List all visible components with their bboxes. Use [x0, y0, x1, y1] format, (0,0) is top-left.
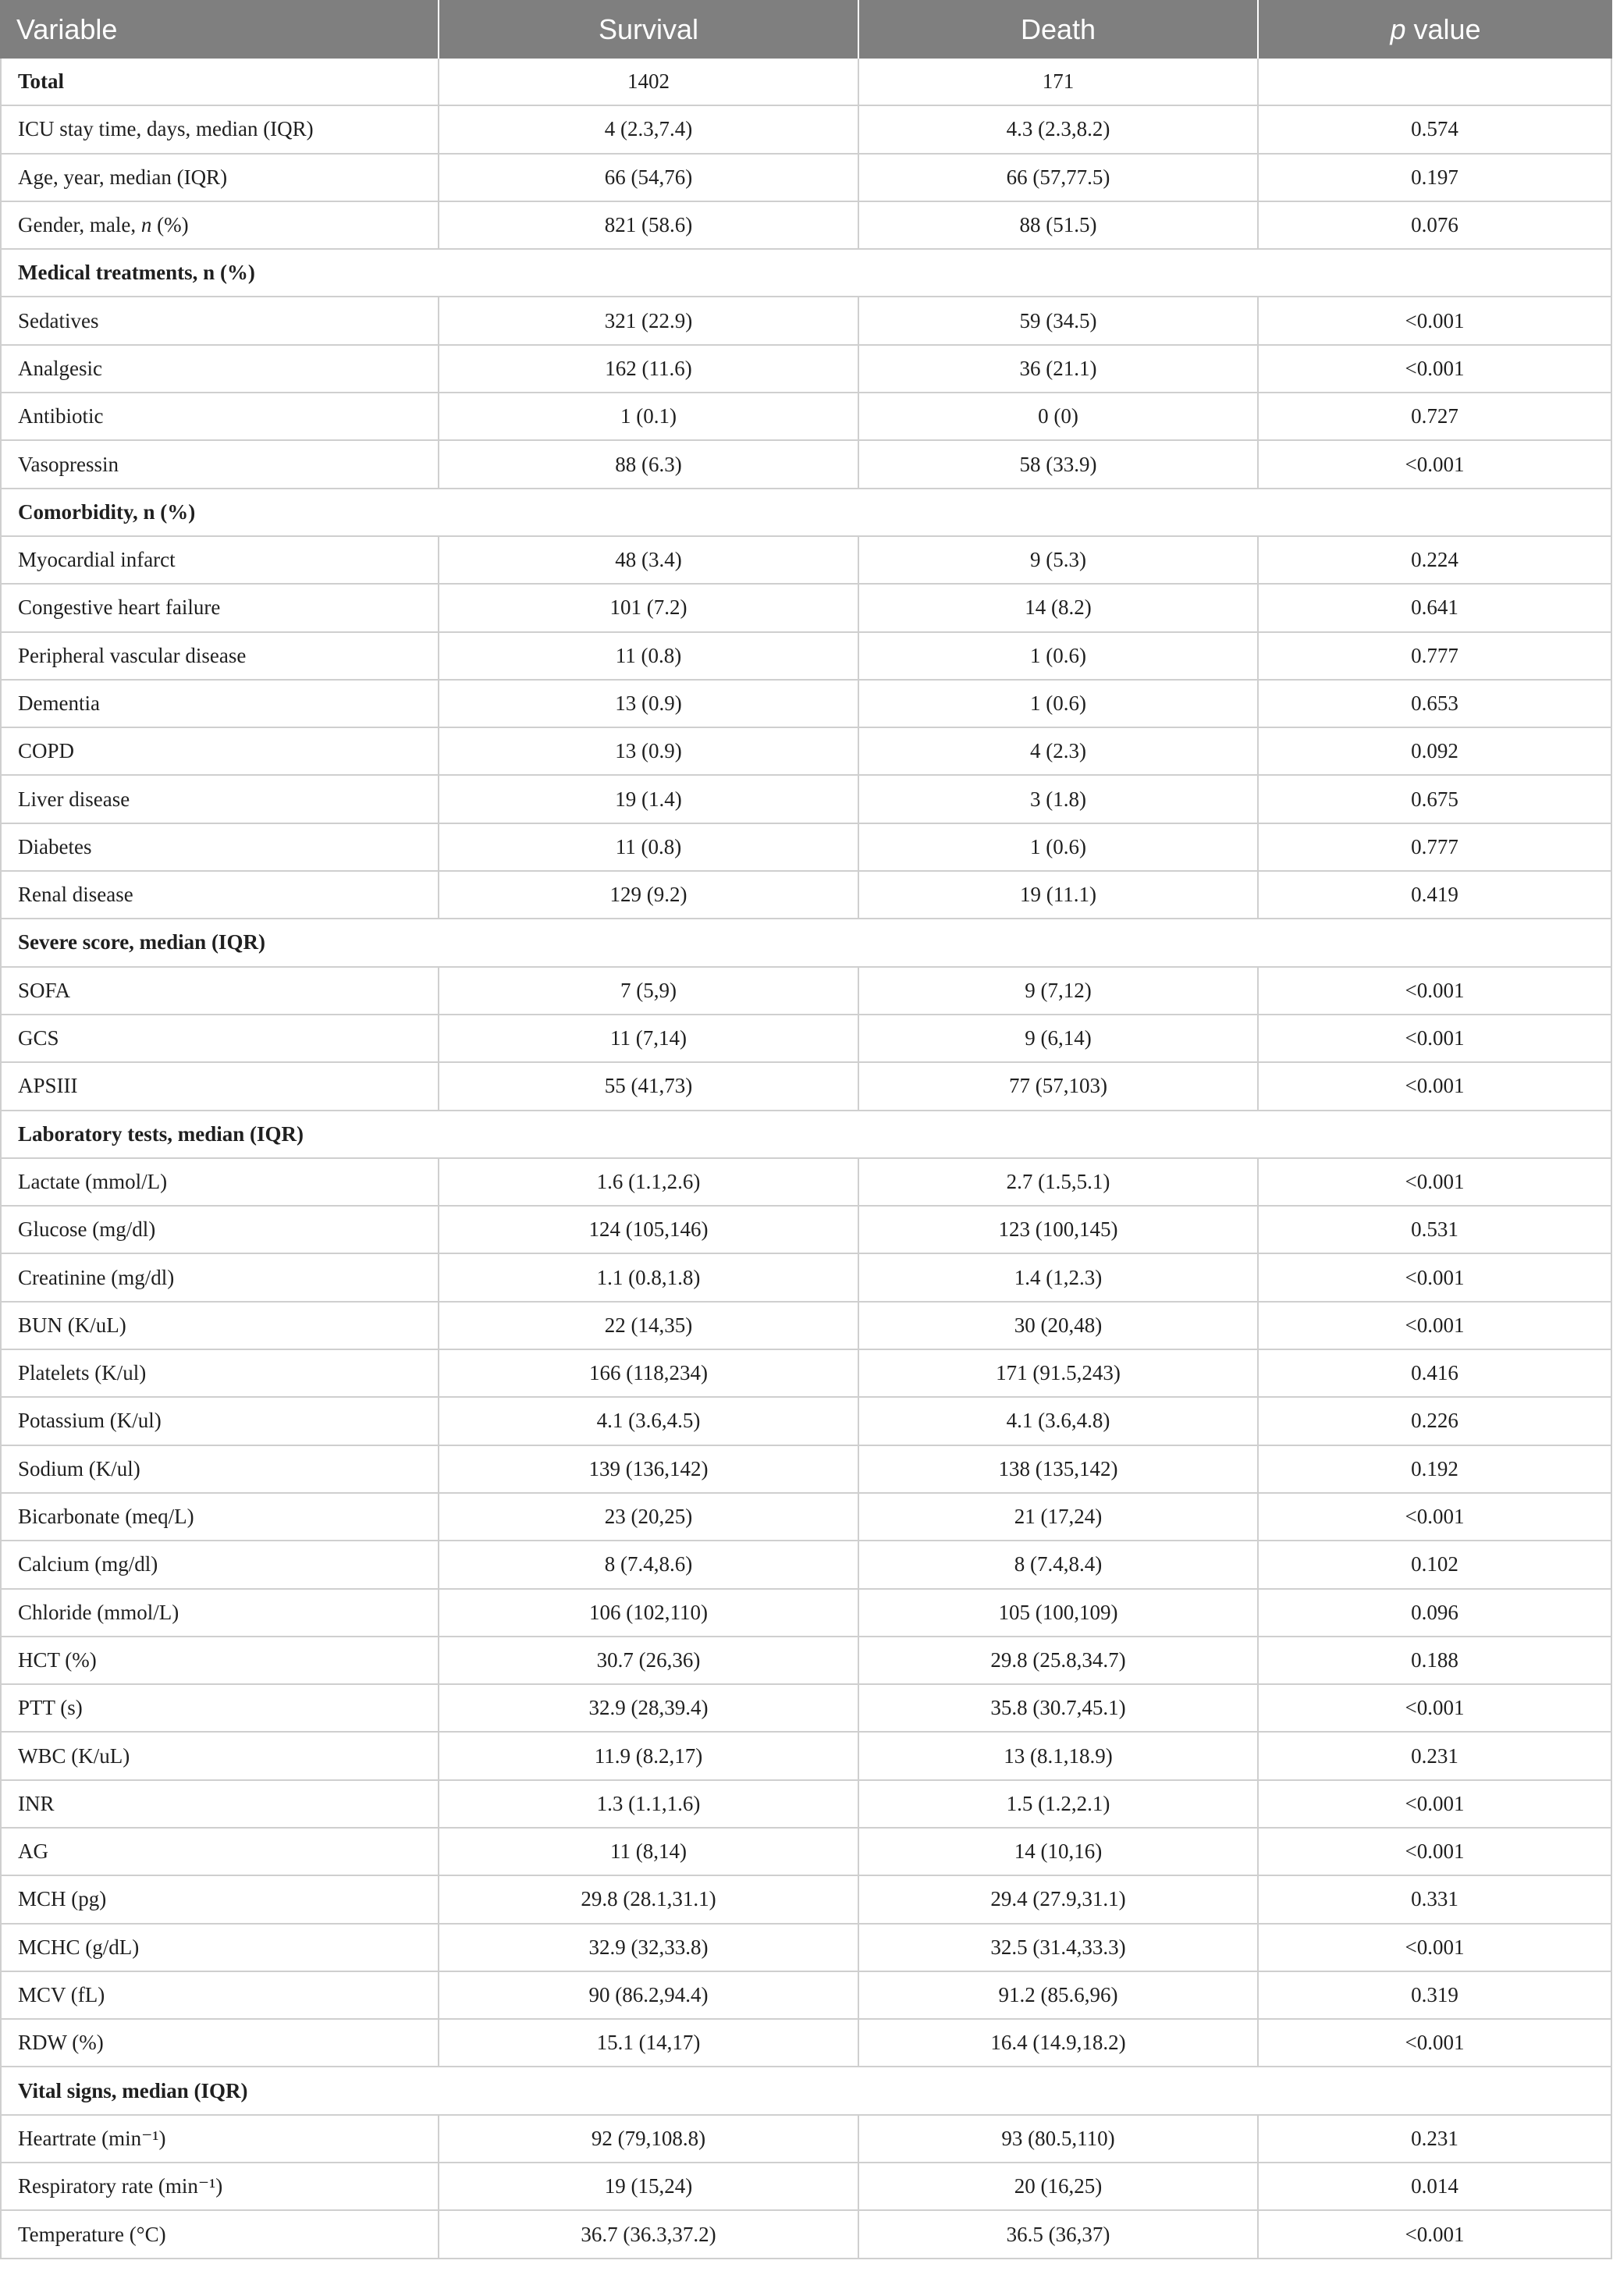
cell-variable: Diabetes	[0, 824, 439, 870]
cell-variable: Respiratory rate (min⁻¹)	[0, 2163, 439, 2209]
cell-survival: 101 (7.2)	[439, 585, 859, 631]
cell-p-value: 0.188	[1259, 1637, 1612, 1683]
cell-p-value: 0.096	[1259, 1590, 1612, 1636]
cell-p-value: <0.001	[1259, 1063, 1612, 1109]
cell-variable: WBC (K/uL)	[0, 1733, 439, 1779]
header-survival: Survival	[439, 0, 859, 59]
cell-death: 91.2 (85.6,96)	[859, 1972, 1259, 2018]
section-label: Comorbidity, n (%)	[0, 489, 1612, 535]
table-row	[0, 1303, 1612, 1350]
cell-p-value: 0.419	[1259, 872, 1612, 918]
cell-p-value: 0.727	[1259, 393, 1612, 439]
cell-survival: 32.9 (32,33.8)	[439, 1925, 859, 1971]
cell-death: 14 (8.2)	[859, 585, 1259, 631]
cell-p-value: <0.001	[1259, 346, 1612, 392]
table-row	[0, 202, 1612, 250]
cell-variable: Liver disease	[0, 776, 439, 822]
header-p-value	[1259, 0, 1612, 59]
cell-survival: 32.9 (28,39.4)	[439, 1685, 859, 1731]
cell-death: 3 (1.8)	[859, 776, 1259, 822]
table-body	[0, 59, 1612, 2259]
cell-survival: 13 (0.9)	[439, 681, 859, 727]
cell-death: 29.4 (27.9,31.1)	[859, 1876, 1259, 1922]
cell-variable: PTT (s)	[0, 1685, 439, 1731]
cell-p-value: <0.001	[1259, 1303, 1612, 1349]
cell-p-value: 0.777	[1259, 633, 1612, 679]
cell-survival: 19 (15,24)	[439, 2163, 859, 2209]
cell-variable: Total	[0, 59, 439, 105]
cell-variable: APSIII	[0, 1063, 439, 1109]
table-row	[0, 1590, 1612, 1637]
cell-survival: 13 (0.9)	[439, 728, 859, 774]
cell-survival: 92 (79,108.8)	[439, 2116, 859, 2162]
table-row	[0, 297, 1612, 345]
cell-variable: GCS	[0, 1015, 439, 1061]
cell-death: 105 (100,109)	[859, 1590, 1259, 1636]
cell-death: 20 (16,25)	[859, 2163, 1259, 2209]
table-row	[0, 2211, 1612, 2259]
cell-variable: Potassium (K/ul)	[0, 1398, 439, 1444]
table-row	[0, 106, 1612, 154]
cell-survival: 55 (41,73)	[439, 1063, 859, 1109]
section-row	[0, 489, 1612, 537]
table-row	[0, 1446, 1612, 1494]
table-row	[0, 2020, 1612, 2067]
header-death: Death	[859, 0, 1259, 59]
header-p-italic: p	[1390, 12, 1406, 45]
cell-p-value	[1259, 59, 1612, 105]
cell-p-value: 0.102	[1259, 1541, 1612, 1587]
cell-death: 58 (33.9)	[859, 441, 1259, 487]
cell-survival: 11 (8,14)	[439, 1829, 859, 1875]
table-row	[0, 872, 1612, 919]
table-row	[0, 1541, 1612, 1589]
cell-variable: Glucose (mg/dl)	[0, 1207, 439, 1253]
table-row	[0, 2116, 1612, 2163]
table-row	[0, 1637, 1612, 1685]
cell-death: 21 (17,24)	[859, 1494, 1259, 1540]
cell-death: 14 (10,16)	[859, 1829, 1259, 1875]
table-row	[0, 441, 1612, 489]
cell-survival: 129 (9.2)	[439, 872, 859, 918]
cell-death: 93 (80.5,110)	[859, 2116, 1259, 2162]
cell-p-value: 0.197	[1259, 155, 1612, 201]
cell-death: 16.4 (14.9,18.2)	[859, 2020, 1259, 2066]
variable-prefix: Gender, male,	[18, 213, 141, 237]
cell-survival: 15.1 (14,17)	[439, 2020, 859, 2066]
cell-death: 1 (0.6)	[859, 633, 1259, 679]
cell-variable: Lactate (mmol/L)	[0, 1159, 439, 1205]
cell-survival: 4.1 (3.6,4.5)	[439, 1398, 859, 1444]
cell-p-value: 0.192	[1259, 1446, 1612, 1492]
cell-variable: ICU stay time, days, median (IQR)	[0, 106, 439, 152]
table-row	[0, 1925, 1612, 1972]
cell-p-value: 0.675	[1259, 776, 1612, 822]
variable-suffix: (%)	[151, 213, 189, 237]
table-row	[0, 346, 1612, 393]
cell-variable: Calcium (mg/dl)	[0, 1541, 439, 1587]
cell-survival: 19 (1.4)	[439, 776, 859, 822]
table-row	[0, 1159, 1612, 1207]
header-p-value-text	[1390, 13, 1480, 46]
cell-p-value: 0.076	[1259, 202, 1612, 248]
cell-survival: 1402	[439, 59, 859, 105]
cell-p-value: 0.641	[1259, 585, 1612, 631]
cell-variable: BUN (K/uL)	[0, 1303, 439, 1349]
cell-variable: Heartrate (min⁻¹)	[0, 2116, 439, 2162]
cell-survival: 11.9 (8.2,17)	[439, 1733, 859, 1779]
cell-variable: Peripheral vascular disease	[0, 633, 439, 679]
section-label: Laboratory tests, median (IQR)	[0, 1111, 1612, 1157]
cell-variable	[0, 202, 439, 248]
variable-text	[18, 213, 189, 237]
cell-p-value: <0.001	[1259, 1494, 1612, 1540]
cell-p-value: <0.001	[1259, 1925, 1612, 1971]
cell-variable: Analgesic	[0, 346, 439, 392]
cell-death: 35.8 (30.7,45.1)	[859, 1685, 1259, 1731]
header-p-rest: value	[1405, 12, 1481, 45]
cell-variable: Vasopressin	[0, 441, 439, 487]
cell-death: 138 (135,142)	[859, 1446, 1259, 1492]
cell-death: 1 (0.6)	[859, 824, 1259, 870]
cell-p-value: 0.231	[1259, 2116, 1612, 2162]
table-row	[0, 1733, 1612, 1780]
table-row	[0, 59, 1612, 106]
cell-p-value: 0.416	[1259, 1350, 1612, 1396]
cell-survival: 1.6 (1.1,2.6)	[439, 1159, 859, 1205]
cell-p-value: 0.224	[1259, 537, 1612, 583]
cell-p-value: <0.001	[1259, 441, 1612, 487]
cell-survival: 162 (11.6)	[439, 346, 859, 392]
cell-death: 19 (11.1)	[859, 872, 1259, 918]
cell-variable: HCT (%)	[0, 1637, 439, 1683]
cell-p-value: <0.001	[1259, 1781, 1612, 1827]
cell-survival: 821 (58.6)	[439, 202, 859, 248]
table-row	[0, 1398, 1612, 1445]
cell-p-value: 0.531	[1259, 1207, 1612, 1253]
cell-variable: MCH (pg)	[0, 1876, 439, 1922]
cell-variable: Creatinine (mg/dl)	[0, 1254, 439, 1300]
section-label: Medical treatments, n (%)	[0, 250, 1612, 296]
cell-p-value: <0.001	[1259, 297, 1612, 343]
table-row	[0, 633, 1612, 681]
cell-death: 4.3 (2.3,8.2)	[859, 106, 1259, 152]
cell-death: 1.5 (1.2,2.1)	[859, 1781, 1259, 1827]
cell-death: 171	[859, 59, 1259, 105]
section-row	[0, 250, 1612, 297]
cell-p-value: 0.777	[1259, 824, 1612, 870]
cell-survival: 11 (0.8)	[439, 633, 859, 679]
cell-variable: Congestive heart failure	[0, 585, 439, 631]
section-row	[0, 1111, 1612, 1159]
cell-variable: Age, year, median (IQR)	[0, 155, 439, 201]
cell-death: 36.5 (36,37)	[859, 2211, 1259, 2257]
table-row	[0, 1207, 1612, 1254]
cell-survival: 7 (5,9)	[439, 968, 859, 1014]
cell-p-value: <0.001	[1259, 1829, 1612, 1875]
cell-death: 9 (5.3)	[859, 537, 1259, 583]
cell-death: 66 (57,77.5)	[859, 155, 1259, 201]
cell-p-value: 0.226	[1259, 1398, 1612, 1444]
cell-death: 4.1 (3.6,4.8)	[859, 1398, 1259, 1444]
cell-p-value: <0.001	[1259, 1685, 1612, 1731]
table-row	[0, 585, 1612, 632]
cell-p-value: 0.574	[1259, 106, 1612, 152]
cell-survival: 139 (136,142)	[439, 1446, 859, 1492]
table-row	[0, 1972, 1612, 2020]
cell-death: 77 (57,103)	[859, 1063, 1259, 1109]
section-row	[0, 919, 1612, 967]
variable-italic: n	[140, 213, 152, 237]
cell-survival: 124 (105,146)	[439, 1207, 859, 1253]
table-row	[0, 1685, 1612, 1733]
cell-p-value: <0.001	[1259, 1159, 1612, 1205]
cell-survival: 1 (0.1)	[439, 393, 859, 439]
cell-survival: 4 (2.3,7.4)	[439, 106, 859, 152]
table-row	[0, 155, 1612, 202]
cell-survival: 48 (3.4)	[439, 537, 859, 583]
cell-variable: Sodium (K/ul)	[0, 1446, 439, 1492]
table-row	[0, 2163, 1612, 2211]
cell-variable: Dementia	[0, 681, 439, 727]
cell-death: 13 (8.1,18.9)	[859, 1733, 1259, 1779]
cell-death: 29.8 (25.8,34.7)	[859, 1637, 1259, 1683]
header-variable: Variable	[0, 0, 439, 59]
cell-death: 1.4 (1,2.3)	[859, 1254, 1259, 1300]
cell-survival: 11 (7,14)	[439, 1015, 859, 1061]
cell-death: 88 (51.5)	[859, 202, 1259, 248]
table-row	[0, 681, 1612, 728]
cell-variable: Myocardial infarct	[0, 537, 439, 583]
cell-variable: SOFA	[0, 968, 439, 1014]
cell-survival: 11 (0.8)	[439, 824, 859, 870]
cell-death: 59 (34.5)	[859, 297, 1259, 343]
cell-p-value: <0.001	[1259, 1254, 1612, 1300]
cell-p-value: 0.092	[1259, 728, 1612, 774]
cell-variable: INR	[0, 1781, 439, 1827]
cell-survival: 29.8 (28.1,31.1)	[439, 1876, 859, 1922]
cell-p-value: <0.001	[1259, 968, 1612, 1014]
cell-p-value: 0.319	[1259, 1972, 1612, 2018]
cell-variable: Sedatives	[0, 297, 439, 343]
cell-p-value: 0.653	[1259, 681, 1612, 727]
cell-variable: Renal disease	[0, 872, 439, 918]
cell-variable: Platelets (K/ul)	[0, 1350, 439, 1396]
cell-p-value: <0.001	[1259, 1015, 1612, 1061]
table-row	[0, 1876, 1612, 1924]
cell-survival: 30.7 (26,36)	[439, 1637, 859, 1683]
cell-survival: 90 (86.2,94.4)	[439, 1972, 859, 2018]
cell-death: 0 (0)	[859, 393, 1259, 439]
cell-variable: AG	[0, 1829, 439, 1875]
cell-death: 9 (7,12)	[859, 968, 1259, 1014]
cell-death: 4 (2.3)	[859, 728, 1259, 774]
cell-death: 32.5 (31.4,33.3)	[859, 1925, 1259, 1971]
table-row	[0, 1254, 1612, 1302]
section-label: Severe score, median (IQR)	[0, 919, 1612, 965]
cell-variable: RDW (%)	[0, 2020, 439, 2066]
table-row	[0, 1063, 1612, 1111]
table-row	[0, 728, 1612, 776]
table-header	[0, 0, 1612, 59]
cell-survival: 1.3 (1.1,1.6)	[439, 1781, 859, 1827]
table-row	[0, 1015, 1612, 1063]
cell-death: 9 (6,14)	[859, 1015, 1259, 1061]
table-row	[0, 393, 1612, 441]
cell-death: 36 (21.1)	[859, 346, 1259, 392]
cell-p-value: 0.331	[1259, 1876, 1612, 1922]
cell-survival: 66 (54,76)	[439, 155, 859, 201]
table-row	[0, 968, 1612, 1015]
section-label: Vital signs, median (IQR)	[0, 2067, 1612, 2113]
table-row	[0, 1829, 1612, 1876]
cell-p-value: <0.001	[1259, 2020, 1612, 2066]
cell-survival: 106 (102,110)	[439, 1590, 859, 1636]
cell-variable: Chloride (mmol/L)	[0, 1590, 439, 1636]
section-row	[0, 2067, 1612, 2115]
cell-survival: 321 (22.9)	[439, 297, 859, 343]
cell-variable: Temperature (°C)	[0, 2211, 439, 2257]
cell-variable: Bicarbonate (meq/L)	[0, 1494, 439, 1540]
cell-survival: 23 (20,25)	[439, 1494, 859, 1540]
cell-death: 123 (100,145)	[859, 1207, 1259, 1253]
table-row	[0, 1494, 1612, 1541]
cell-p-value: <0.001	[1259, 2211, 1612, 2257]
cell-variable: Antibiotic	[0, 393, 439, 439]
cell-survival: 8 (7.4,8.6)	[439, 1541, 859, 1587]
cell-survival: 88 (6.3)	[439, 441, 859, 487]
cell-variable: MCV (fL)	[0, 1972, 439, 2018]
cell-p-value: 0.231	[1259, 1733, 1612, 1779]
cell-death: 2.7 (1.5,5.1)	[859, 1159, 1259, 1205]
cell-survival: 166 (118,234)	[439, 1350, 859, 1396]
cell-death: 30 (20,48)	[859, 1303, 1259, 1349]
table-row	[0, 537, 1612, 585]
cell-variable: MCHC (g/dL)	[0, 1925, 439, 1971]
cell-death: 1 (0.6)	[859, 681, 1259, 727]
cell-death: 8 (7.4,8.4)	[859, 1541, 1259, 1587]
table-row	[0, 776, 1612, 823]
cell-variable: COPD	[0, 728, 439, 774]
cell-death: 171 (91.5,243)	[859, 1350, 1259, 1396]
table-row	[0, 824, 1612, 872]
table-row	[0, 1350, 1612, 1398]
cell-survival: 22 (14,35)	[439, 1303, 859, 1349]
cell-survival: 1.1 (0.8,1.8)	[439, 1254, 859, 1300]
cell-p-value: 0.014	[1259, 2163, 1612, 2209]
table-row	[0, 1781, 1612, 1829]
cell-survival: 36.7 (36.3,37.2)	[439, 2211, 859, 2257]
